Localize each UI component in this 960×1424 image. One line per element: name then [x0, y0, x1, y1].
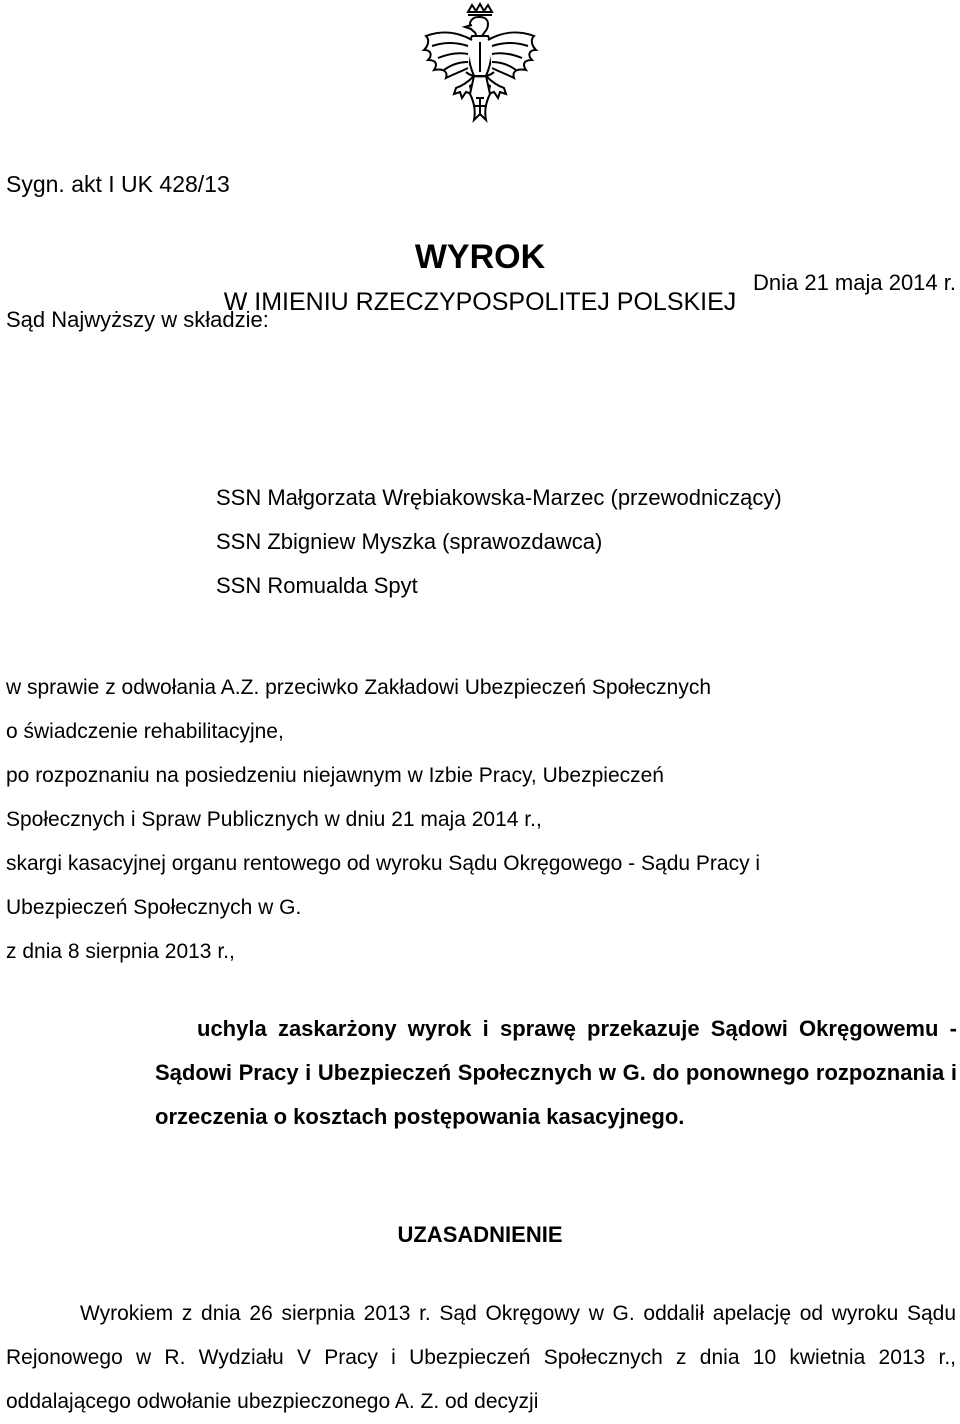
polish-eagle-emblem	[418, 2, 542, 128]
verdict-text	[155, 1007, 957, 1139]
justification-heading: UZASADNIENIE	[397, 1222, 563, 1247]
court-composition-label: Sąd Najwyższy w składzie:	[6, 307, 269, 332]
judgment-date: Dnia 21 maja 2014 r.	[752, 270, 956, 295]
case-line: skargi kasacyjnej organu rentowego od wyroku Sądu Okręgowego - Sądu Pracy i	[6, 852, 761, 875]
judge-presiding: SSN Małgorzata Wrębiakowska-Marzec (przewodniczący)	[216, 485, 782, 510]
judge-rapporteur: SSN Zbigniew Myszka (sprawozdawca)	[216, 529, 603, 554]
case-description	[6, 666, 956, 974]
case-line: po rozpoznaniu na posiedzeniu niejawnym w Izbie Pracy, Ubezpieczeń	[6, 764, 664, 787]
case-line: Społecznych i Spraw Publicznych w dniu 21 maja 2014 r.,	[6, 808, 542, 831]
document-title: WYROK	[414, 238, 546, 276]
case-line: o świadczenie rehabilitacyjne,	[6, 720, 284, 743]
case-line: w sprawie z odwołania A.Z. przeciwko Zakładowi Ubezpieczeń Społecznych	[6, 676, 711, 699]
case-line: Ubezpieczeń Społecznych w G.	[6, 896, 302, 919]
justification-content: Wyrokiem z dnia 26 sierpnia 2013 r. Sąd Okręgowy w G. oddalił apelację od wyroku Sądu Rejonowego w R. Wydziału V Pracy i Ubezpieczeń Społecznych z dnia 10 kwietnia 2013 r., oddalającego odwołanie ubezpieczonego A. Z. od decyzji	[6, 1302, 956, 1413]
judge-member: SSN Romualda Spyt	[216, 573, 418, 598]
document-subtitle: W IMIENIU RZECZYPOSPOLITEJ POLSKIEJ	[223, 288, 737, 316]
case-signature: Sygn. akt I UK 428/13	[6, 171, 230, 197]
case-line: z dnia 8 sierpnia 2013 r.,	[6, 940, 235, 963]
verdict-content: uchyla zaskarżony wyrok i sprawę przekazuje Sądowi Okręgowemu - Sądowi Pracy i Ubezpieczeń Społecznych w G. do ponownego rozpoznania i orzeczenia o kosztach postępowania kasacyjnego.	[155, 1016, 957, 1129]
justification-text	[6, 1292, 956, 1424]
